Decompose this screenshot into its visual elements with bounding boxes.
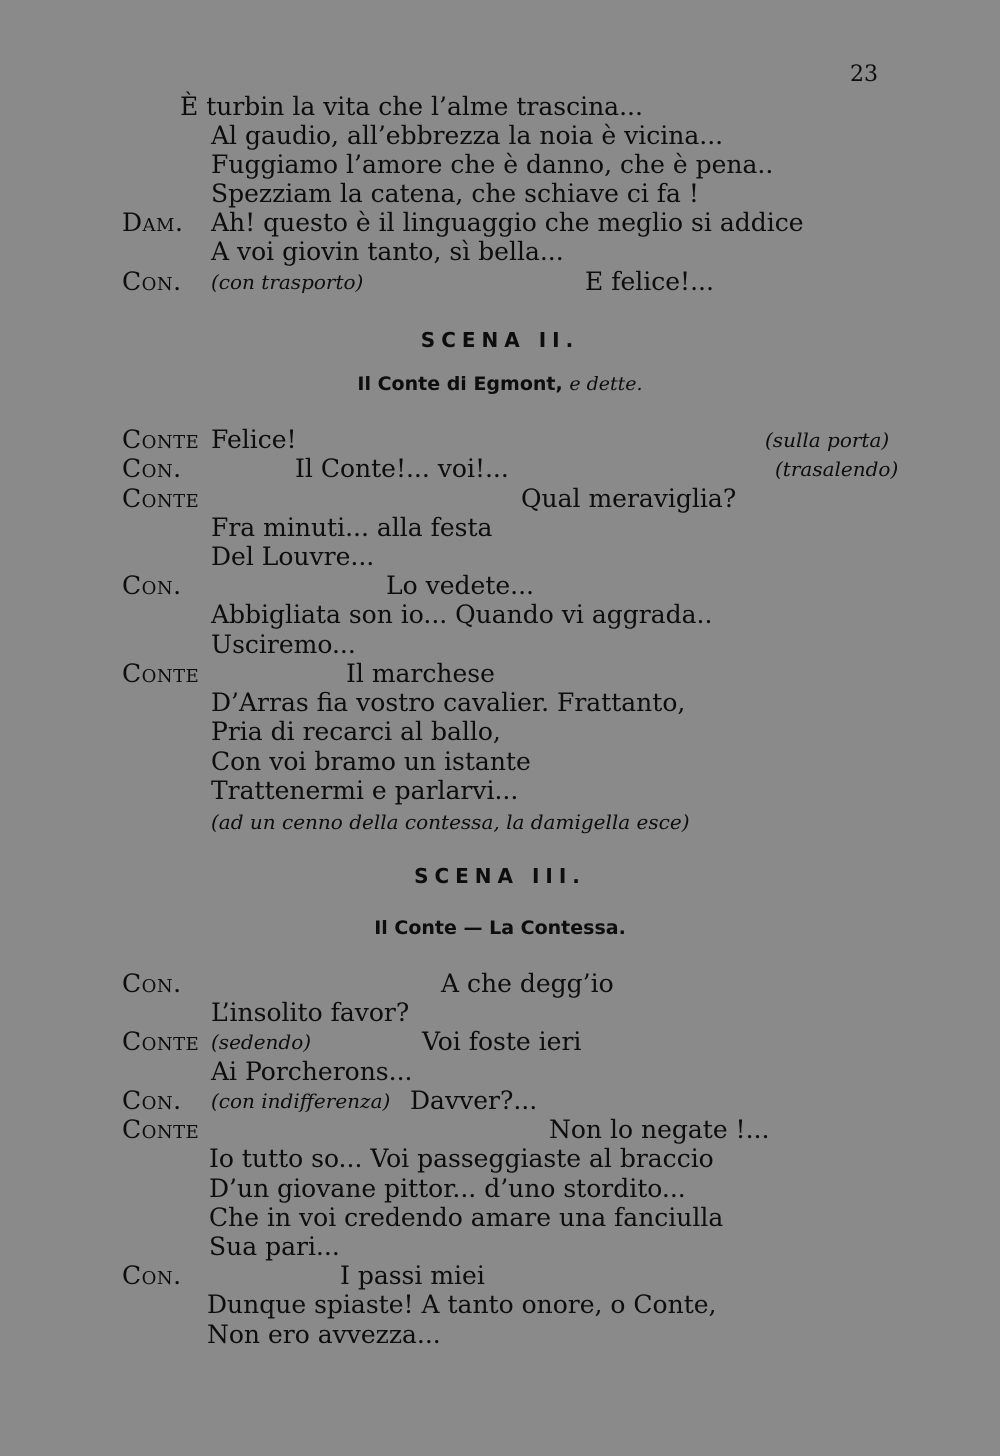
- speaker-label: Con.: [122, 454, 182, 483]
- verse-line: [0, 1027, 1000, 1057]
- speaker-label: Conte: [122, 1115, 200, 1144]
- stage-direction: (sulla porta): [765, 428, 890, 452]
- verse-text: Trattenermi e parlarvi...: [211, 776, 519, 805]
- verse-text: L’insolito favor?: [211, 998, 410, 1027]
- verse-line: [0, 747, 1000, 777]
- verse-text: Pria di recarci al ballo,: [211, 717, 501, 746]
- verse-text: A voi giovin tanto, sì bella...: [211, 237, 564, 266]
- verse-line: [0, 454, 1000, 484]
- stage-direction: (con trasporto): [211, 270, 364, 294]
- verse-text: Al gaudio, all’ebbrezza la noia è vicina...: [211, 121, 724, 150]
- verse-text: Con voi bramo un istante: [211, 747, 531, 776]
- verse-text: E felice!...: [585, 267, 714, 296]
- cast-names: Il Conte di Egmont,: [357, 373, 563, 395]
- verse-line: [0, 267, 1000, 297]
- verse-text: Del Louvre...: [211, 542, 375, 571]
- verse-line: [0, 484, 1000, 514]
- verse-text: Fra minuti... alla festa: [211, 513, 493, 542]
- speaker-label: Con.: [122, 969, 182, 998]
- cast-note: e dette.: [569, 373, 643, 395]
- verse-line: [0, 425, 1000, 455]
- verse-line: [0, 1115, 1000, 1145]
- speaker-label: Conte: [122, 659, 200, 688]
- verse-line: [0, 542, 1000, 572]
- verse-text: D’un giovane pittor... d’uno stordito...: [209, 1174, 686, 1203]
- verse-line: [0, 1174, 1000, 1204]
- speaker-label: Conte: [122, 1027, 200, 1056]
- stage-direction: (con indifferenza): [211, 1089, 391, 1113]
- verse-text: Usciremo...: [211, 630, 356, 659]
- verse-line: [0, 1261, 1000, 1291]
- verse-text: Il marchese: [346, 659, 495, 688]
- verse-text: Spezziam la catena, che schiave ci fa !: [211, 179, 699, 208]
- verse-text: Dunque spiaste! A tanto onore, o Conte,: [207, 1290, 717, 1319]
- scene-cast: [0, 373, 1000, 395]
- verse-text: È turbin la vita che l’alme trascina...: [180, 92, 643, 121]
- verse-text: Ai Porcherons...: [211, 1057, 413, 1086]
- speaker-label: Con.: [122, 1086, 182, 1115]
- verse-line: [0, 998, 1000, 1028]
- verse-text: Ah! questo è il linguaggio che meglio si addice: [211, 208, 804, 237]
- page-number: 23: [850, 62, 878, 87]
- verse-line: [0, 208, 1000, 238]
- verse-text: Che in voi credendo amare una fanciulla: [209, 1203, 724, 1232]
- verse-text: Fuggiamo l’amore che è danno, che è pena..: [211, 150, 774, 179]
- verse-line: [0, 513, 1000, 543]
- speaker-label: Con.: [122, 571, 182, 600]
- verse-text: Davver?...: [410, 1086, 538, 1115]
- verse-line: [0, 1203, 1000, 1233]
- verse-line: [0, 1232, 1000, 1262]
- scene-title: SCENA II.: [420, 328, 580, 352]
- verse-line: [0, 1057, 1000, 1087]
- speaker-label: Dam.: [122, 208, 184, 237]
- verse-line: [0, 630, 1000, 660]
- verse-line: [0, 1290, 1000, 1320]
- verse-text: Abbigliata son io... Quando vi aggrada..: [211, 600, 713, 629]
- stage-direction: (sedendo): [211, 1030, 312, 1054]
- speaker-label: Con.: [122, 1261, 182, 1290]
- verse-text: Non ero avvezza...: [207, 1320, 441, 1349]
- verse-line: [0, 1144, 1000, 1174]
- verse-line: [0, 688, 1000, 718]
- verse-text: Io tutto so... Voi passeggiaste al braccio: [209, 1144, 714, 1173]
- verse-line: [0, 600, 1000, 630]
- verse-line: [0, 807, 1000, 837]
- verse-text: A che degg’io: [441, 969, 614, 998]
- verse-text: Non lo negate !...: [549, 1115, 770, 1144]
- verse-text: Lo vedete...: [386, 571, 534, 600]
- verse-line: [0, 969, 1000, 999]
- verse-line: [0, 92, 1000, 122]
- verse-line: [0, 237, 1000, 267]
- verse-text: I passi miei: [340, 1261, 485, 1290]
- verse-line: [0, 659, 1000, 689]
- verse-line: [0, 1086, 1000, 1116]
- speaker-label: Conte: [122, 484, 200, 513]
- verse-line: [0, 571, 1000, 601]
- verse-line: [0, 179, 1000, 209]
- verse-text: D’Arras fia vostro cavalier. Frattanto,: [211, 688, 686, 717]
- verse-line: [0, 776, 1000, 806]
- verse-line: [0, 1320, 1000, 1350]
- scene-title: SCENA III.: [414, 864, 586, 888]
- verse-text: Il Conte!... voi!...: [295, 454, 509, 483]
- scene-cast: Il Conte — La Contessa.: [374, 917, 626, 939]
- speaker-label: Conte: [122, 425, 200, 454]
- stage-direction: (trasalendo): [775, 457, 899, 481]
- verse-line: [0, 717, 1000, 747]
- verse-text: Voi foste ieri: [422, 1027, 582, 1056]
- verse-text: Sua pari...: [209, 1232, 340, 1261]
- verse-line: [0, 150, 1000, 180]
- verse-text: Felice!: [211, 425, 297, 454]
- speaker-label: Con.: [122, 267, 182, 296]
- verse-text: Qual meraviglia?: [521, 484, 737, 513]
- verse-line: [0, 121, 1000, 151]
- stage-direction: (ad un cenno della contessa, la damigella esce): [211, 810, 690, 834]
